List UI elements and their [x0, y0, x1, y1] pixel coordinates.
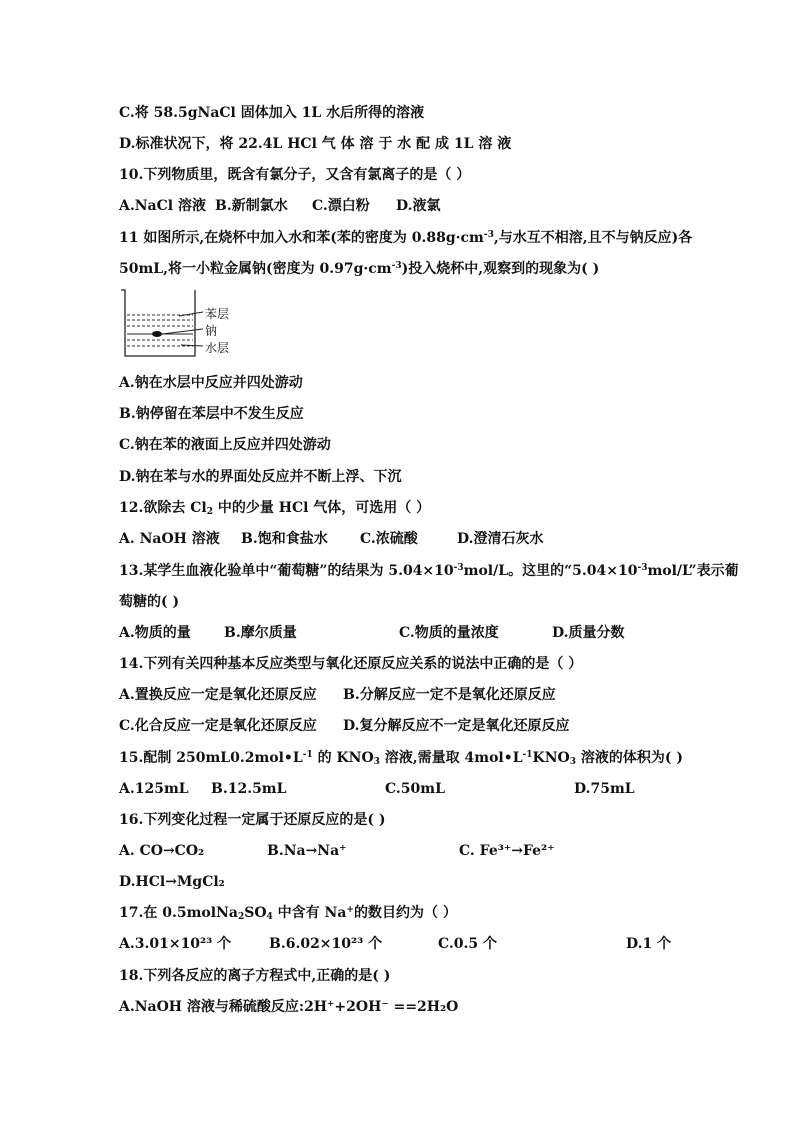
question-10-options — [119, 197, 679, 215]
option-13d: D.质量分数 — [552, 625, 625, 641]
question-12: 12.欲除去 $Cl_2$ 中的少量 HCl 气体，可选用（ ） — [119, 500, 431, 517]
option-11c: C.钠在苯的液面上反应并四处游动 — [119, 437, 331, 453]
option-17c: C.0.5 个 — [438, 936, 498, 952]
option-15b: B.12.5mL — [211, 781, 287, 797]
question-16: 16.下列变化过程一定属于还原反应的是( ) — [119, 812, 386, 828]
question-10: 10.下列物质里，既含有氯分子，又含有氯离子的是（ ） — [119, 167, 471, 183]
question-15-options — [119, 780, 679, 798]
option-17a: A.3.01×10²³ 个 — [119, 936, 232, 952]
question-14-options-row-2 — [119, 717, 679, 735]
question-17-options — [119, 935, 679, 953]
option-10d: D.液氯 — [396, 198, 441, 214]
option-15c: C.50mL — [385, 781, 445, 797]
option-15d: D.75mL — [574, 781, 635, 797]
question-13-line-1: 13.某学生血液化验单中“葡萄糖”的结果为 $5.04\times 10^{-3}mol/L$。这里的“$5.04\times 10^{-3}mol/L$”表示葡 — [119, 563, 739, 579]
label-water-layer: 水层 — [205, 341, 230, 355]
option-12d: D.澄清石灰水 — [457, 531, 544, 547]
option-11a: A.钠在水层中反应并四处游动 — [119, 375, 303, 391]
option-11d: D.钠在苯与水的界面处反应并不断上浮、下沉 — [119, 469, 402, 485]
option-11b: B.钠停留在苯层中不发生反应 — [119, 406, 304, 422]
option-9c: C.将 58.5gNaCl 固体加入 1L 水后所得的溶液 — [119, 105, 425, 121]
option-13c: C.物质的量浓度 — [399, 625, 499, 641]
question-17: 17.在 $0.5molNa_2SO_4$ 中含有 Na+的数目约为（ ） — [119, 905, 457, 922]
question-14-options-row-1 — [119, 686, 679, 704]
option-17d: D.1 个 — [626, 936, 672, 952]
option-17b: B.6.02×10²³ 个 — [269, 936, 383, 952]
option-9d: D.标准状况下，将 22.4L HCl 气 体 溶 于 水 配 成 1L 溶 液 — [119, 136, 512, 152]
question-12-options — [119, 530, 679, 548]
option-14b: B.分解反应一定不是氧化还原反应 — [343, 687, 556, 703]
option-12a: A. NaOH 溶液 — [119, 531, 220, 547]
option-10c: C.漂白粉 — [312, 198, 370, 214]
question-11-line-2: 50mL,将一小粒金属钠(密度为 $0.97g\cdot cm^{-3}$)投入烧杯中,观察到的现象为( ) — [119, 261, 600, 277]
question-13-options — [119, 624, 679, 642]
option-16c: C. Fe³⁺→Fe²⁺ — [459, 843, 555, 859]
option-16a: A. CO→CO₂ — [119, 843, 205, 859]
option-18a: A.NaOH 溶液与稀硫酸反应:2H⁺+2OH⁻ ==2H₂O — [119, 999, 459, 1015]
beaker-diagram — [119, 286, 249, 360]
question-16-options — [119, 842, 679, 860]
label-benzene-layer: 苯层 — [205, 307, 230, 321]
label-sodium: 钠 — [205, 324, 218, 338]
question-18: 18.下列各反应的离子方程式中,正确的是( ) — [119, 968, 391, 984]
option-13b: B.摩尔质量 — [224, 625, 297, 641]
option-12b: B.饱和食盐水 — [241, 531, 328, 547]
option-10b: B.新制氯水 — [215, 198, 288, 214]
question-15: 15.配制 $250mL0.2mol•L^{-1}$ 的 $KNO_3$ 溶液,需量取 $4mol•L^{-1}KNO_3$ 溶液的体积为( ) — [119, 750, 683, 767]
question-11-line-1: 11 如图所示,在烧杯中加入水和苯(苯的密度为 $0.88g\cdot cm^{-3}$,与水互不相溶,且不与钠反应)各 — [119, 230, 693, 246]
option-13a: A.物质的量 — [119, 625, 191, 641]
beaker-figure — [119, 286, 249, 360]
option-10a: A.NaCl 溶液 — [119, 198, 206, 214]
question-13-line-2: 萄糖的( ) — [119, 594, 180, 610]
option-14a: A.置换反应一定是氧化还原反应 — [119, 687, 317, 703]
option-14d: D.复分解反应不一定是氧化还原反应 — [343, 718, 570, 734]
option-14c: C.化合反应一定是氧化还原反应 — [119, 718, 317, 734]
option-15a: A.125mL — [119, 781, 189, 797]
question-14: 14.下列有关四种基本反应类型与氧化还原反应关系的说法中正确的是（ ） — [119, 656, 583, 672]
option-16d: D.HCl→MgCl₂ — [119, 874, 225, 890]
option-16b: B.Na→Na⁺ — [267, 843, 347, 859]
option-12c: C.浓硫酸 — [360, 531, 418, 547]
